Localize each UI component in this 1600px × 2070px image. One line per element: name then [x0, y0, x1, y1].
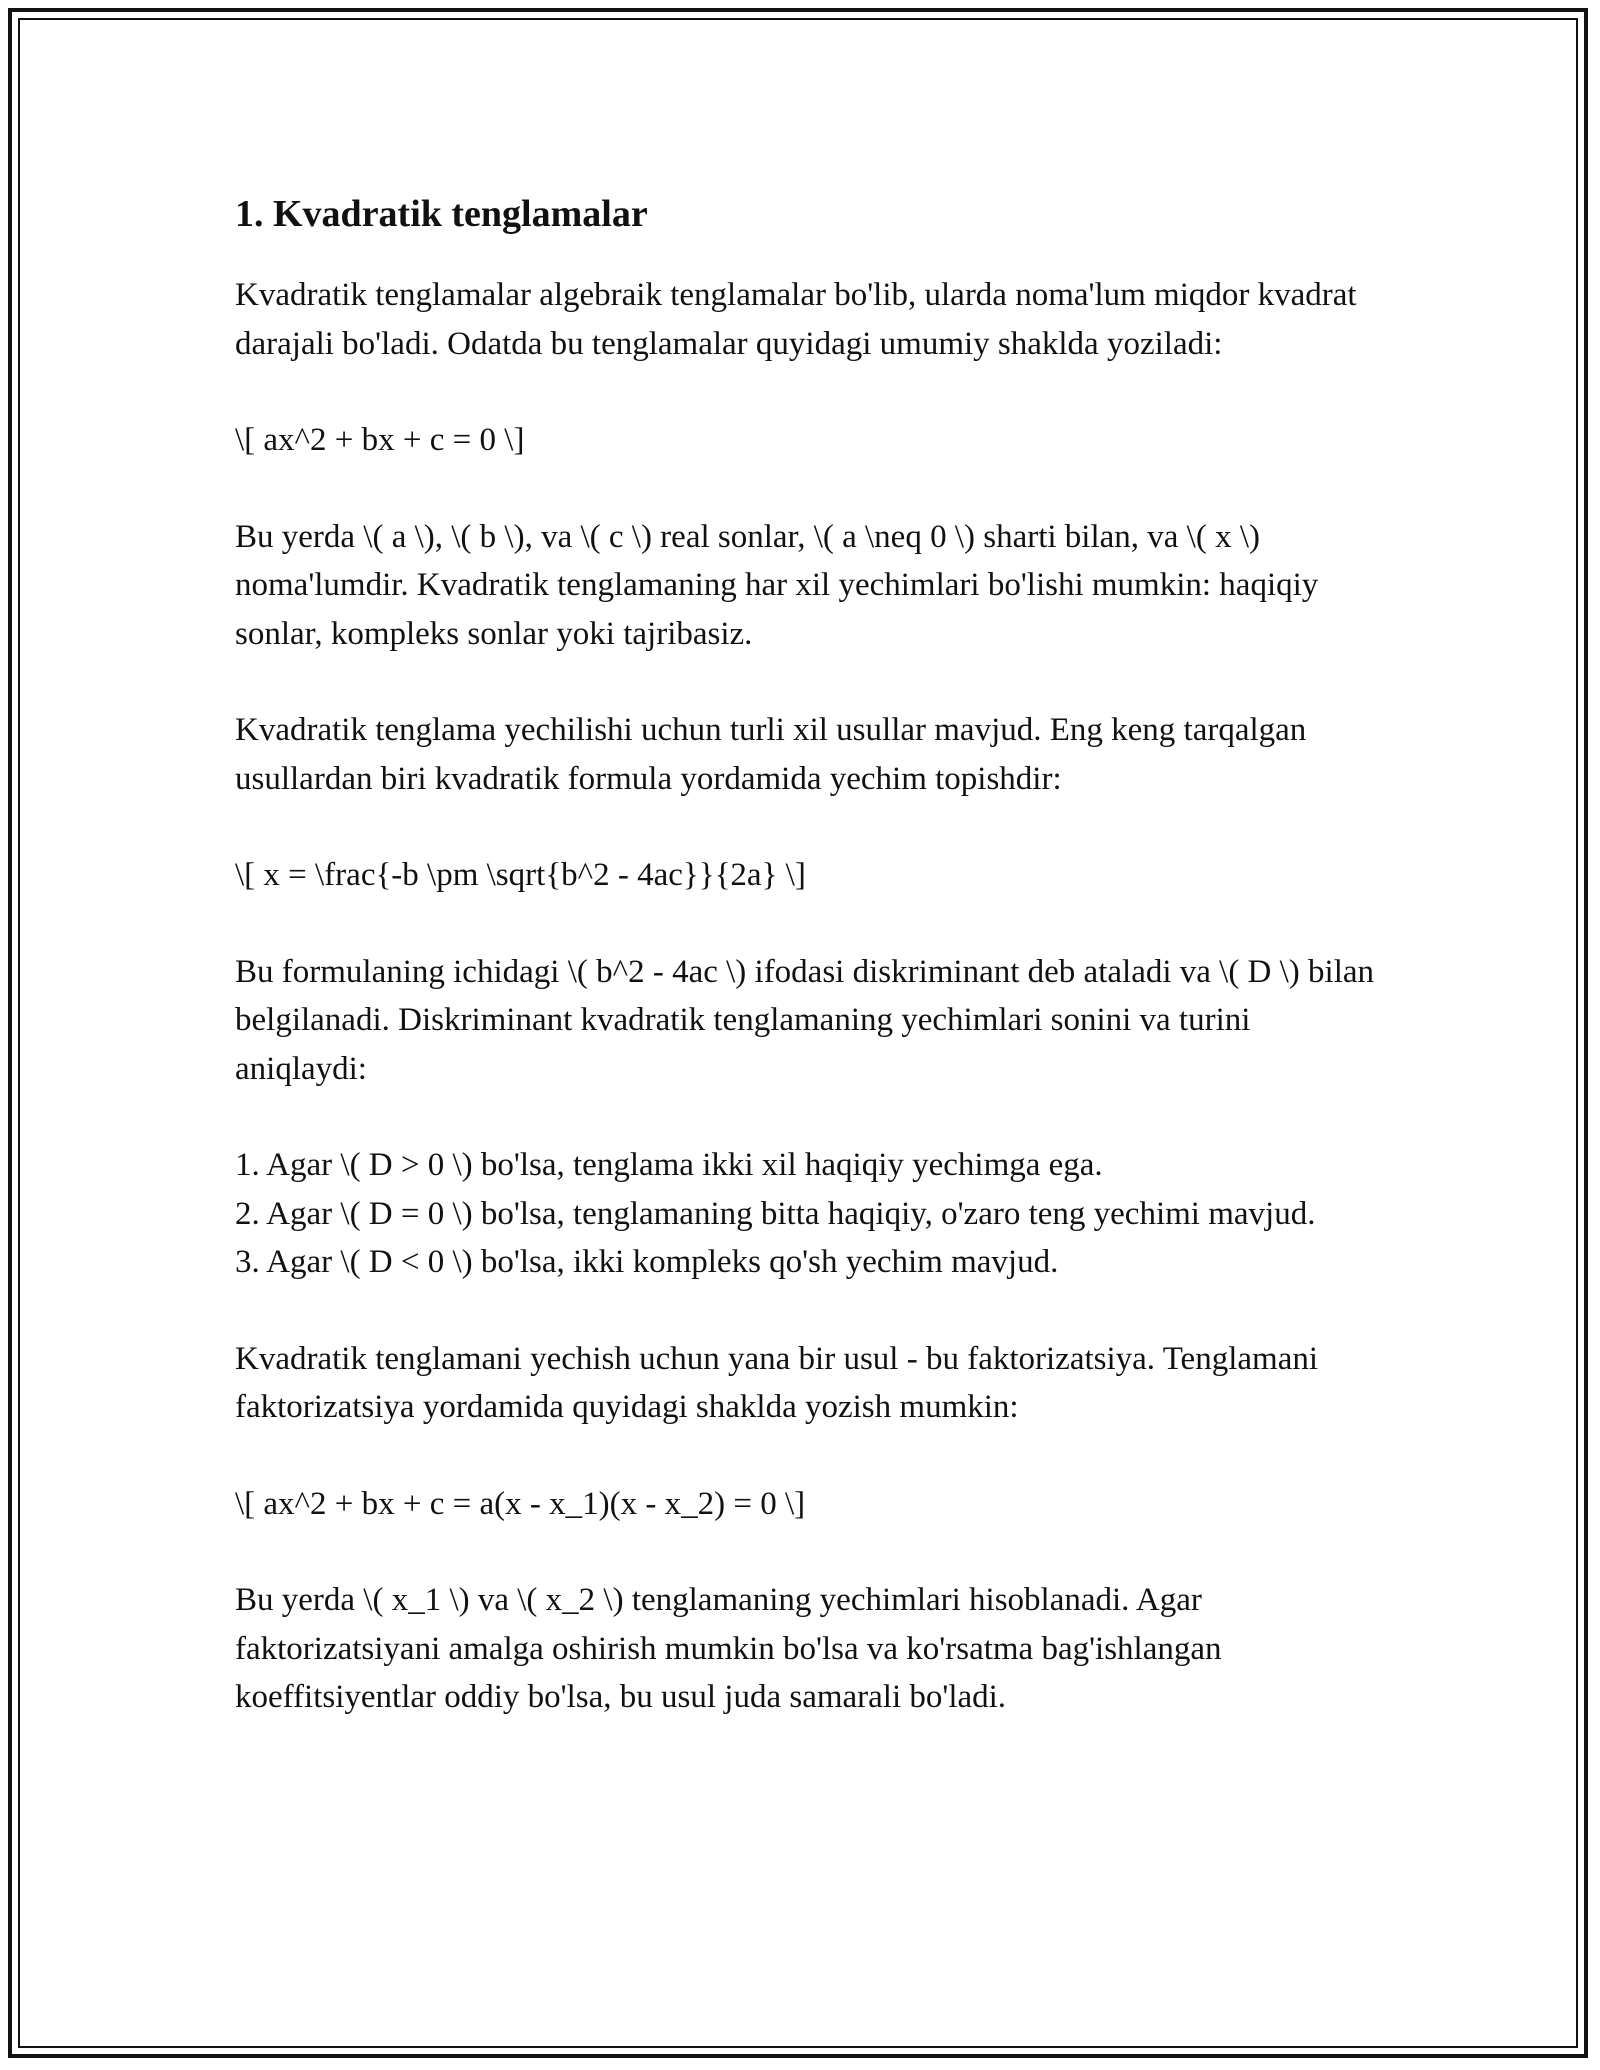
discriminant-cases-list: [235, 1141, 1385, 1287]
list-item: 3. Agar \( D < 0 \) bo'lsa, ikki kompleks qo'sh yechim mavjud.: [235, 1244, 1059, 1280]
factorization-paragraph: Kvadratik tenglamani yechish uchun yana bir usul - bu faktorizatsiya. Tenglamani faktorizatsiya yordamida quyidagi shaklda yozish mumkin:: [235, 1340, 1319, 1425]
list-item: 1. Agar \( D > 0 \) bo'lsa, tenglama ikki xil haqiqiy yechimga ega.: [235, 1147, 1103, 1183]
general-form-formula: \[ ax^2 + bx + c = 0 \]: [235, 422, 525, 458]
discriminant-paragraph: Bu formulaning ichidagi \( b^2 - 4ac \) ifodasi diskriminant deb ataladi va \( D \) bilan belgilanadi. Diskriminant kvadratik tenglamaning yechimlari sonini va turini aniqlaydi:: [235, 953, 1375, 1087]
methods-paragraph: Kvadratik tenglama yechilishi uchun turli xil usullar mavjud. Eng keng tarqalgan usullardan biri kvadratik formula yordamida yechim topishdir:: [235, 712, 1307, 797]
quadratic-formula: \[ x = \frac{-b \pm \sqrt{b^2 - 4ac}}{2a} \]: [235, 857, 806, 893]
roots-paragraph: Bu yerda \( x_1 \) va \( x_2 \) tenglamaning yechimlari hisoblanadi. Agar faktorizatsiyani amalga oshirish mumkin bo'lsa va ko'rsatma bag'ishlangan koeffitsiyentlar oddiy bo'lsa, bu usul juda samarali bo'ladi.: [235, 1582, 1222, 1715]
list-item: 2. Agar \( D = 0 \) bo'lsa, tenglamaning bitta haqiqiy, o'zaro teng yechimi mavjud.: [235, 1195, 1316, 1232]
document-body: [235, 185, 1385, 1770]
section-heading: 1. Kvadratik tenglamalar: [235, 193, 648, 235]
factorized-formula: \[ ax^2 + bx + c = a(x - x_1)(x - x_2) = 0 \]: [235, 1485, 806, 1522]
coefficients-paragraph: Bu yerda \( a \), \( b \), va \( c \) real sonlar, \( a \neq 0 \) sharti bilan, va \( x \) noma'lumdir. Kvadratik tenglamaning har xil yechimlari bo'lishi mumkin: haqiqiy sonlar, kompleks sonlar yoki tajribasiz.: [235, 518, 1319, 652]
intro-paragraph: Kvadratik tenglamalar algebraik tenglamalar bo'lib, ularda noma'lum miqdor kvadrat darajali bo'ladi. Odatda bu tenglamalar quyidagi umumiy shaklda yoziladi:: [235, 277, 1357, 362]
